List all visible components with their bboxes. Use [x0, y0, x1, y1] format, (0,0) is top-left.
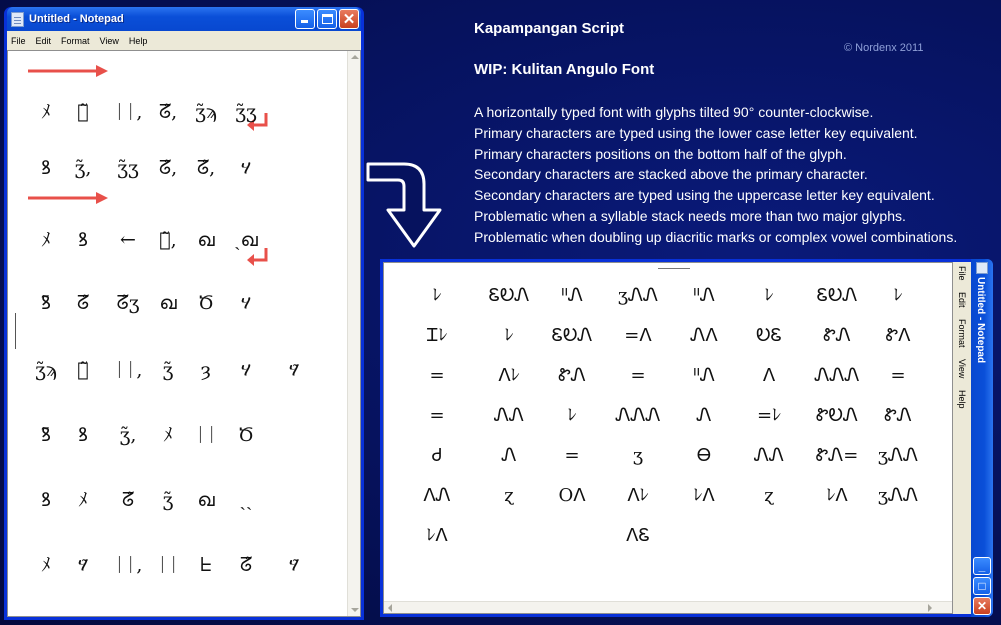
right_window-glyph: ᏋᎧᏁ — [816, 285, 858, 306]
left_window-glyph: ᛁᛁ — [194, 424, 218, 446]
maximize-button[interactable] — [317, 9, 337, 29]
menu-edit[interactable]: Edit — [35, 35, 52, 46]
info-line: Primary characters are typed using the lower case letter key equivalent. — [474, 124, 918, 141]
left_window-glyph: ሃ̃ — [288, 359, 300, 381]
left_window-glyph: ᖶ — [200, 554, 212, 576]
left_window-glyph: ʒ̃ʒ — [117, 157, 139, 179]
left_window-glyph: ᘔ̃ — [239, 554, 253, 576]
left-notepad-window — [4, 7, 364, 620]
left_window-glyph: ᛁᛁ, — [113, 359, 143, 381]
right_window-glyph: ᏁᏁ — [753, 445, 785, 466]
right_window-glyph: ʒᏁᏁ — [877, 445, 919, 466]
right-title-bar[interactable] — [971, 259, 993, 617]
menu-file[interactable]: File — [11, 35, 26, 46]
left_window-glyph: ሃ — [240, 359, 252, 381]
right_window-glyph: ᏋᎧᏁ — [488, 285, 530, 306]
right-menu-bar — [953, 262, 971, 614]
left_window-glyph: ← — [120, 229, 136, 251]
right-text-area[interactable] — [383, 262, 953, 614]
info-line: A horizontally typed font with glyphs tilted 90° counter-clockwise. — [474, 104, 874, 120]
right_window-glyph: ᐦᏁ — [561, 285, 583, 306]
scroll-right-icon[interactable] — [928, 604, 932, 612]
right_window-glyph: ﾚᐱ — [826, 485, 848, 506]
text-caret — [15, 313, 16, 349]
left_window-glyph: ᘔ̃ — [76, 292, 90, 314]
minimize-button[interactable] — [973, 557, 991, 575]
right_window-glyph: ﾚ — [893, 285, 903, 306]
scroll-left-icon[interactable] — [388, 604, 392, 612]
left_window-glyph: ʒ̃, — [74, 157, 92, 179]
close-icon: ✕ — [342, 11, 356, 28]
left_window-glyph: ꝸ — [78, 229, 88, 251]
info-line: Problematic when a syllable stack needs more than two major glyphs. — [474, 207, 906, 224]
red-right-arrow-1 — [26, 63, 110, 79]
left_window-glyph: ﾒ — [163, 424, 173, 446]
left_window-glyph: ﾃ̃, — [159, 229, 177, 251]
right_window-glyph: Ꮑᐱ — [690, 325, 718, 346]
right_window-glyph: ﾚ — [432, 285, 442, 306]
right_window-glyph: ᐱ — [762, 365, 776, 386]
menu-file[interactable]: File — [957, 266, 967, 281]
right_window-glyph: ﾚᐱ — [426, 525, 448, 546]
copyright-text: © Nordenx 2011 — [844, 42, 924, 54]
notepad-icon — [11, 12, 24, 27]
right_window-glyph: = — [564, 445, 580, 466]
right_window-glyph: ﾚᐱ — [693, 485, 715, 506]
right_window-glyph: ᏁᏁ — [493, 405, 525, 426]
left_window-glyph: ꝸ — [78, 424, 88, 446]
left_window-glyph: Ծ — [197, 292, 215, 314]
scroll-down-icon[interactable] — [351, 608, 359, 612]
left_window-glyph: ˎഖ — [234, 229, 258, 251]
left-text-area[interactable] — [7, 50, 361, 617]
right_window-glyph: =ᐱ — [624, 325, 652, 346]
right_window-glyph: Ꮷ — [432, 445, 442, 466]
maximize-icon: □ — [978, 579, 986, 593]
right_window-glyph: = — [429, 365, 445, 386]
menu-view[interactable]: View — [957, 359, 967, 379]
right_window-glyph: ʒᏁᏁ — [877, 485, 919, 506]
right_window-glyph: ᏑᏁ — [558, 365, 586, 386]
left_window-glyph: ﾃ̃ — [77, 101, 89, 123]
right_window-glyph: ᏋᎧᏁ — [551, 325, 593, 346]
right_window-glyph: ᏑᎧᏁ — [816, 405, 858, 426]
menu-help[interactable]: Help — [128, 35, 148, 46]
left-menu-bar — [7, 31, 361, 50]
left_window-glyph: ꝸ̃ — [41, 424, 51, 446]
left_window-glyph: ʒ̃, — [119, 424, 137, 446]
big-down-arrow-icon — [366, 158, 446, 250]
info-lines — [474, 102, 957, 248]
right_window-glyph: ﾚ — [567, 405, 577, 426]
left_window-glyph: ᛁᛁ — [156, 554, 180, 576]
left_window-glyph: ሃ — [240, 292, 252, 314]
left_window-glyph: ꝸ — [41, 157, 51, 179]
right_window-glyph: ᏑᏁ — [823, 325, 851, 346]
left_window-glyph: ᘔ̃ʒ — [116, 292, 140, 314]
left_window-glyph: ഖ — [159, 292, 177, 314]
left_window-glyph: ﾒ — [41, 554, 51, 576]
left_window-glyph: ᘔ̃, — [158, 101, 178, 123]
right_window-glyph: Ꮡᐱ — [885, 325, 911, 346]
right_window-glyph: ᎧᏋ — [756, 325, 782, 346]
scroll-up-icon[interactable] — [351, 55, 359, 59]
menu-help[interactable]: Help — [957, 389, 967, 409]
right_window-glyph: ʒ — [632, 445, 644, 466]
left_window-glyph: ሃ̃ — [288, 554, 300, 576]
right_window-glyph: = — [429, 405, 445, 426]
left_window-glyph: ꝸ̃ — [41, 292, 51, 314]
right_window-glyph: =ﾚ — [756, 405, 782, 426]
maximize-icon — [322, 14, 333, 24]
notepad-icon — [976, 262, 988, 274]
menu-edit[interactable]: Edit — [957, 292, 967, 308]
right_window-glyph: ʒᏁᏁ — [617, 285, 659, 306]
right_window-glyph: ᐱᏋ — [626, 525, 650, 546]
left_window-glyph: ᘔ̃, — [158, 157, 178, 179]
left_window-glyph: ﾒ — [41, 101, 51, 123]
info-line: Primary characters positions on the bottom half of the glyph. — [474, 145, 847, 162]
minimize-icon — [301, 20, 308, 23]
right_window-glyph: ﾚ — [504, 325, 514, 346]
left_window-glyph: ᘔ̃ — [121, 489, 135, 511]
left_window-glyph: ഖ — [197, 229, 215, 251]
left_window-glyph: ʒ̃ʒ — [235, 101, 257, 123]
right_window-glyph: ᐱﾚ — [627, 485, 649, 506]
menu-format[interactable]: Format — [61, 35, 90, 46]
info-line: Problematic when doubling up diacritic marks or complex vowel combinations. — [474, 228, 958, 245]
left_window-glyph: ʒ̃ϡ — [35, 359, 57, 381]
right_window-glyph: = — [890, 365, 906, 386]
left_window-glyph: ˎˏ — [239, 489, 253, 511]
right_window-glyph: ᐱﾚ — [498, 365, 520, 386]
left_window-glyph: ꝸ — [41, 489, 51, 511]
right_window-glyph: ᏑᏁ — [884, 405, 912, 426]
text-caret-horizontal — [658, 268, 690, 269]
right_window-glyph: Ꮎ — [696, 445, 712, 466]
right_window-glyph: ɀ — [764, 485, 774, 506]
left_window-glyph: ሃ — [240, 157, 252, 179]
right_window-glyph: = — [630, 365, 646, 386]
left_window-glyph: ሃ̃ — [77, 554, 89, 576]
info-heading: Kapampangan Script — [474, 20, 625, 37]
menu-format[interactable]: Format — [957, 319, 967, 348]
close-icon: ✕ — [976, 599, 988, 613]
right_window-glyph: ᏑᏁ= — [815, 445, 859, 466]
right_window-glyph: ɀ — [504, 485, 514, 506]
left-window-title: Untitled - Notepad — [29, 13, 124, 25]
info-subheading: WIP: Kulitan Angulo Font — [474, 61, 655, 78]
right_window-glyph: Ꮑ — [501, 445, 517, 466]
left_window-glyph: ﾃ̃ — [77, 359, 89, 381]
left_window-glyph: ﾒ — [41, 229, 51, 251]
red-right-arrow-2 — [26, 190, 110, 206]
left_window-glyph: ᛁᛁ, — [113, 554, 143, 576]
left-title-bar[interactable] — [7, 7, 361, 31]
info-line: Secondary characters are stacked above the primary character. — [474, 166, 868, 183]
right_window-glyph: Oᐱ — [558, 485, 586, 506]
right_window-glyph: ᏁᏁᏁ — [814, 365, 860, 386]
right_window-glyph: ᏁᏁᏁ — [615, 405, 661, 426]
right_window-glyph: Ꮑ — [696, 405, 712, 426]
right_window-glyph: ᐱᏁ — [423, 485, 451, 506]
left_window-glyph: ഖ — [197, 489, 215, 511]
left_window-glyph: ᛁᛁ, — [113, 101, 143, 123]
close-button[interactable] — [973, 597, 991, 615]
left_window-glyph: ʒ̃ϡ — [195, 101, 217, 123]
right-notepad-window — [380, 259, 993, 617]
left_window-glyph: Ծ — [237, 424, 255, 446]
menu-view[interactable]: View — [99, 35, 119, 46]
left_window-glyph: ʒ̃ — [162, 489, 174, 511]
right_window-glyph: Ꮖﾚ — [426, 325, 448, 346]
left_window-glyph: ȝ — [201, 359, 211, 381]
info-line: Secondary characters are typed using the uppercase letter key equivalent. — [474, 187, 935, 204]
close-button[interactable] — [339, 9, 359, 29]
minimize-button[interactable] — [295, 9, 315, 29]
left_window-glyph: ﾒ — [78, 489, 88, 511]
minimize-icon: _ — [978, 559, 986, 573]
maximize-button[interactable] — [973, 577, 991, 595]
left-vertical-scrollbar[interactable] — [347, 51, 360, 616]
left_window-glyph: ʒ̃ — [162, 359, 174, 381]
right_window-glyph: ᐦᏁ — [693, 365, 715, 386]
left_window-glyph: ᘔ̃, — [196, 157, 216, 179]
right-horizontal-scrollbar[interactable] — [384, 601, 952, 613]
right_window-glyph: ᐦᏁ — [693, 285, 715, 306]
right-window-title: Untitled - Notepad — [975, 277, 986, 364]
right_window-glyph: ﾚ — [764, 285, 774, 306]
